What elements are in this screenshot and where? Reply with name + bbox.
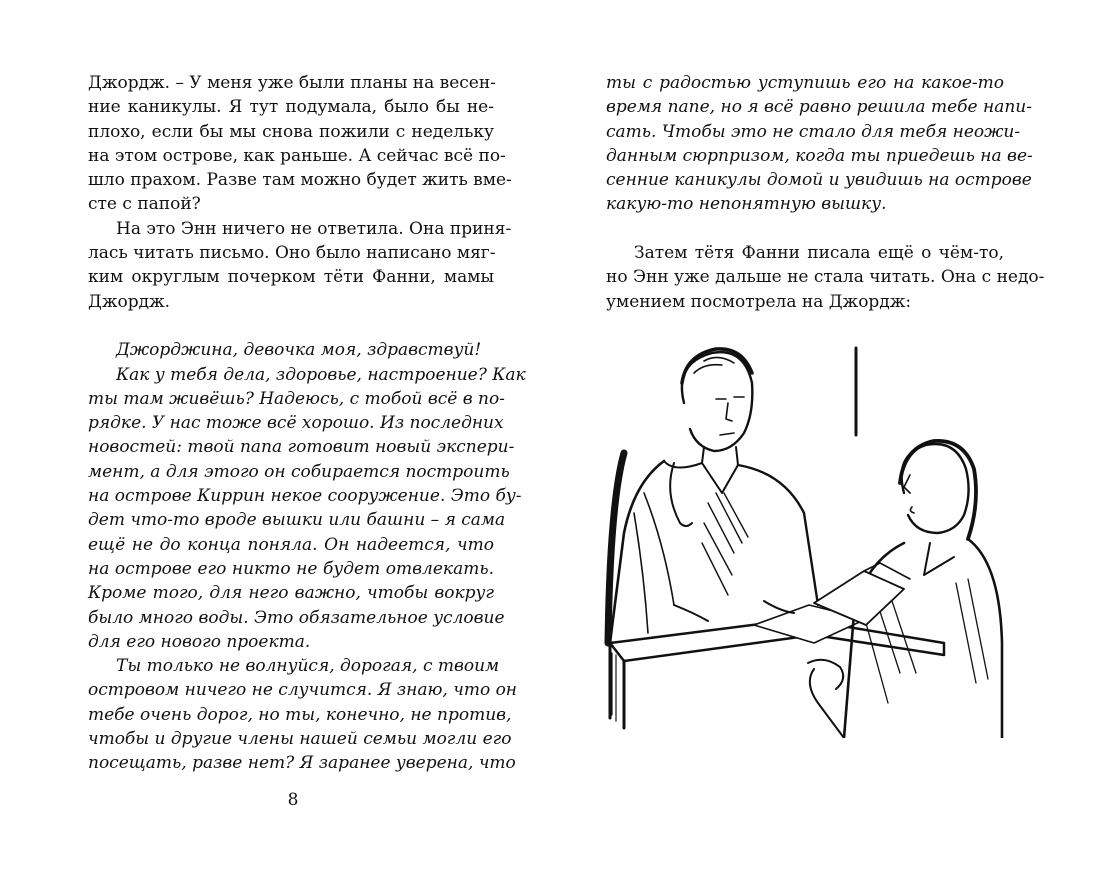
- letter-greeting: Джорджина, девочка моя, здравствуй!: [116, 340, 482, 361]
- text-line: на этом острове, как раньше. А сейчас всё по-: [88, 145, 506, 166]
- letter-line: для его нового проекта.: [88, 631, 311, 652]
- letter-line: ты с радостью уступишь его на какое-то: [606, 73, 1004, 93]
- letter-line: рядке. У нас тоже всё хорошо. Из последних: [88, 413, 504, 434]
- text-line: Затем тётя Фанни писала ещё о чём-то,: [634, 243, 1004, 264]
- text-line: Джордж.: [88, 291, 171, 312]
- letter-line: данным сюрпризом, когда ты приедешь на ве-: [606, 145, 1033, 166]
- letter-line: Как у тебя дела, здоровье, настроение? Как: [116, 364, 526, 385]
- letter-line: сать. Чтобы это не стало для тебя неожи-: [606, 121, 1021, 142]
- letter-line: на острове его никто не будет отвлекать.: [88, 558, 494, 579]
- right-page: [550, 0, 1100, 873]
- paragraph-gap: [606, 217, 1004, 241]
- letter-line: Ты только не волнуйся, дорогая, с твоим: [116, 656, 500, 677]
- illustration-two-girls-with-letter: [604, 343, 1004, 738]
- letter-line: посещать, разве нет? Я заранее уверена, что: [88, 753, 516, 774]
- text-line: Джордж. – У меня уже были планы на весен-: [88, 73, 496, 93]
- paragraph-gap: [88, 314, 494, 338]
- text-line: На это Энн ничего не ответила. Она приня-: [116, 218, 512, 239]
- left-page-text: [88, 71, 526, 776]
- letter-line: время папе, но я всё равно решила тебе напи-: [606, 97, 1032, 118]
- letter-line: ты там живёшь? Надеюсь, с тобой всё в по-: [88, 388, 505, 409]
- text-line: сте с папой?: [88, 194, 201, 215]
- letter-line: сенние каникулы домой и увидишь на острове: [606, 170, 1032, 191]
- text-line: ние каникулы. Я тут подумала, было бы не-: [88, 97, 494, 118]
- letter-line: новостей: твой папа готовит новый экспери-: [88, 437, 515, 458]
- letter-line: ещё не до конца поняла. Он надеется, что: [88, 534, 494, 555]
- text-line: ким округлым почерком тёти Фанни, мамы: [88, 267, 494, 288]
- letter-line: чтобы и другие члены нашей семьи могли его: [88, 729, 512, 750]
- letter-line: дет что-то вроде вышки или башни – я сама: [88, 510, 506, 531]
- right-page-text: [606, 71, 1045, 314]
- text-line: лась читать письмо. Оно было написано мяг-: [88, 243, 496, 264]
- text-line: шло прахом. Разве там можно будет жить вме-: [88, 170, 512, 191]
- letter-line: какую-то непонятную вышку.: [606, 194, 887, 215]
- text-line: плохо, если бы мы снова пожили с недельку: [88, 121, 494, 142]
- letter-line: на острове Киррин некое сооружение. Это бу-: [88, 486, 522, 507]
- letter-line: мент, а для этого он собирается построить: [88, 461, 510, 482]
- page-number: 8: [287, 790, 299, 810]
- letter-line: было много воды. Это обязательное условие: [88, 607, 505, 628]
- text-line: но Энн уже дальше не стала читать. Она с недо-: [606, 267, 1045, 288]
- text-line: умением посмотрела на Джордж:: [606, 291, 912, 312]
- letter-line: Кроме того, для него важно, чтобы вокруг: [88, 583, 494, 604]
- letter-line: тебе очень дорог, но ты, конечно, не против,: [88, 704, 512, 725]
- letter-line: островом ничего не случится. Я знаю, что он: [88, 680, 518, 701]
